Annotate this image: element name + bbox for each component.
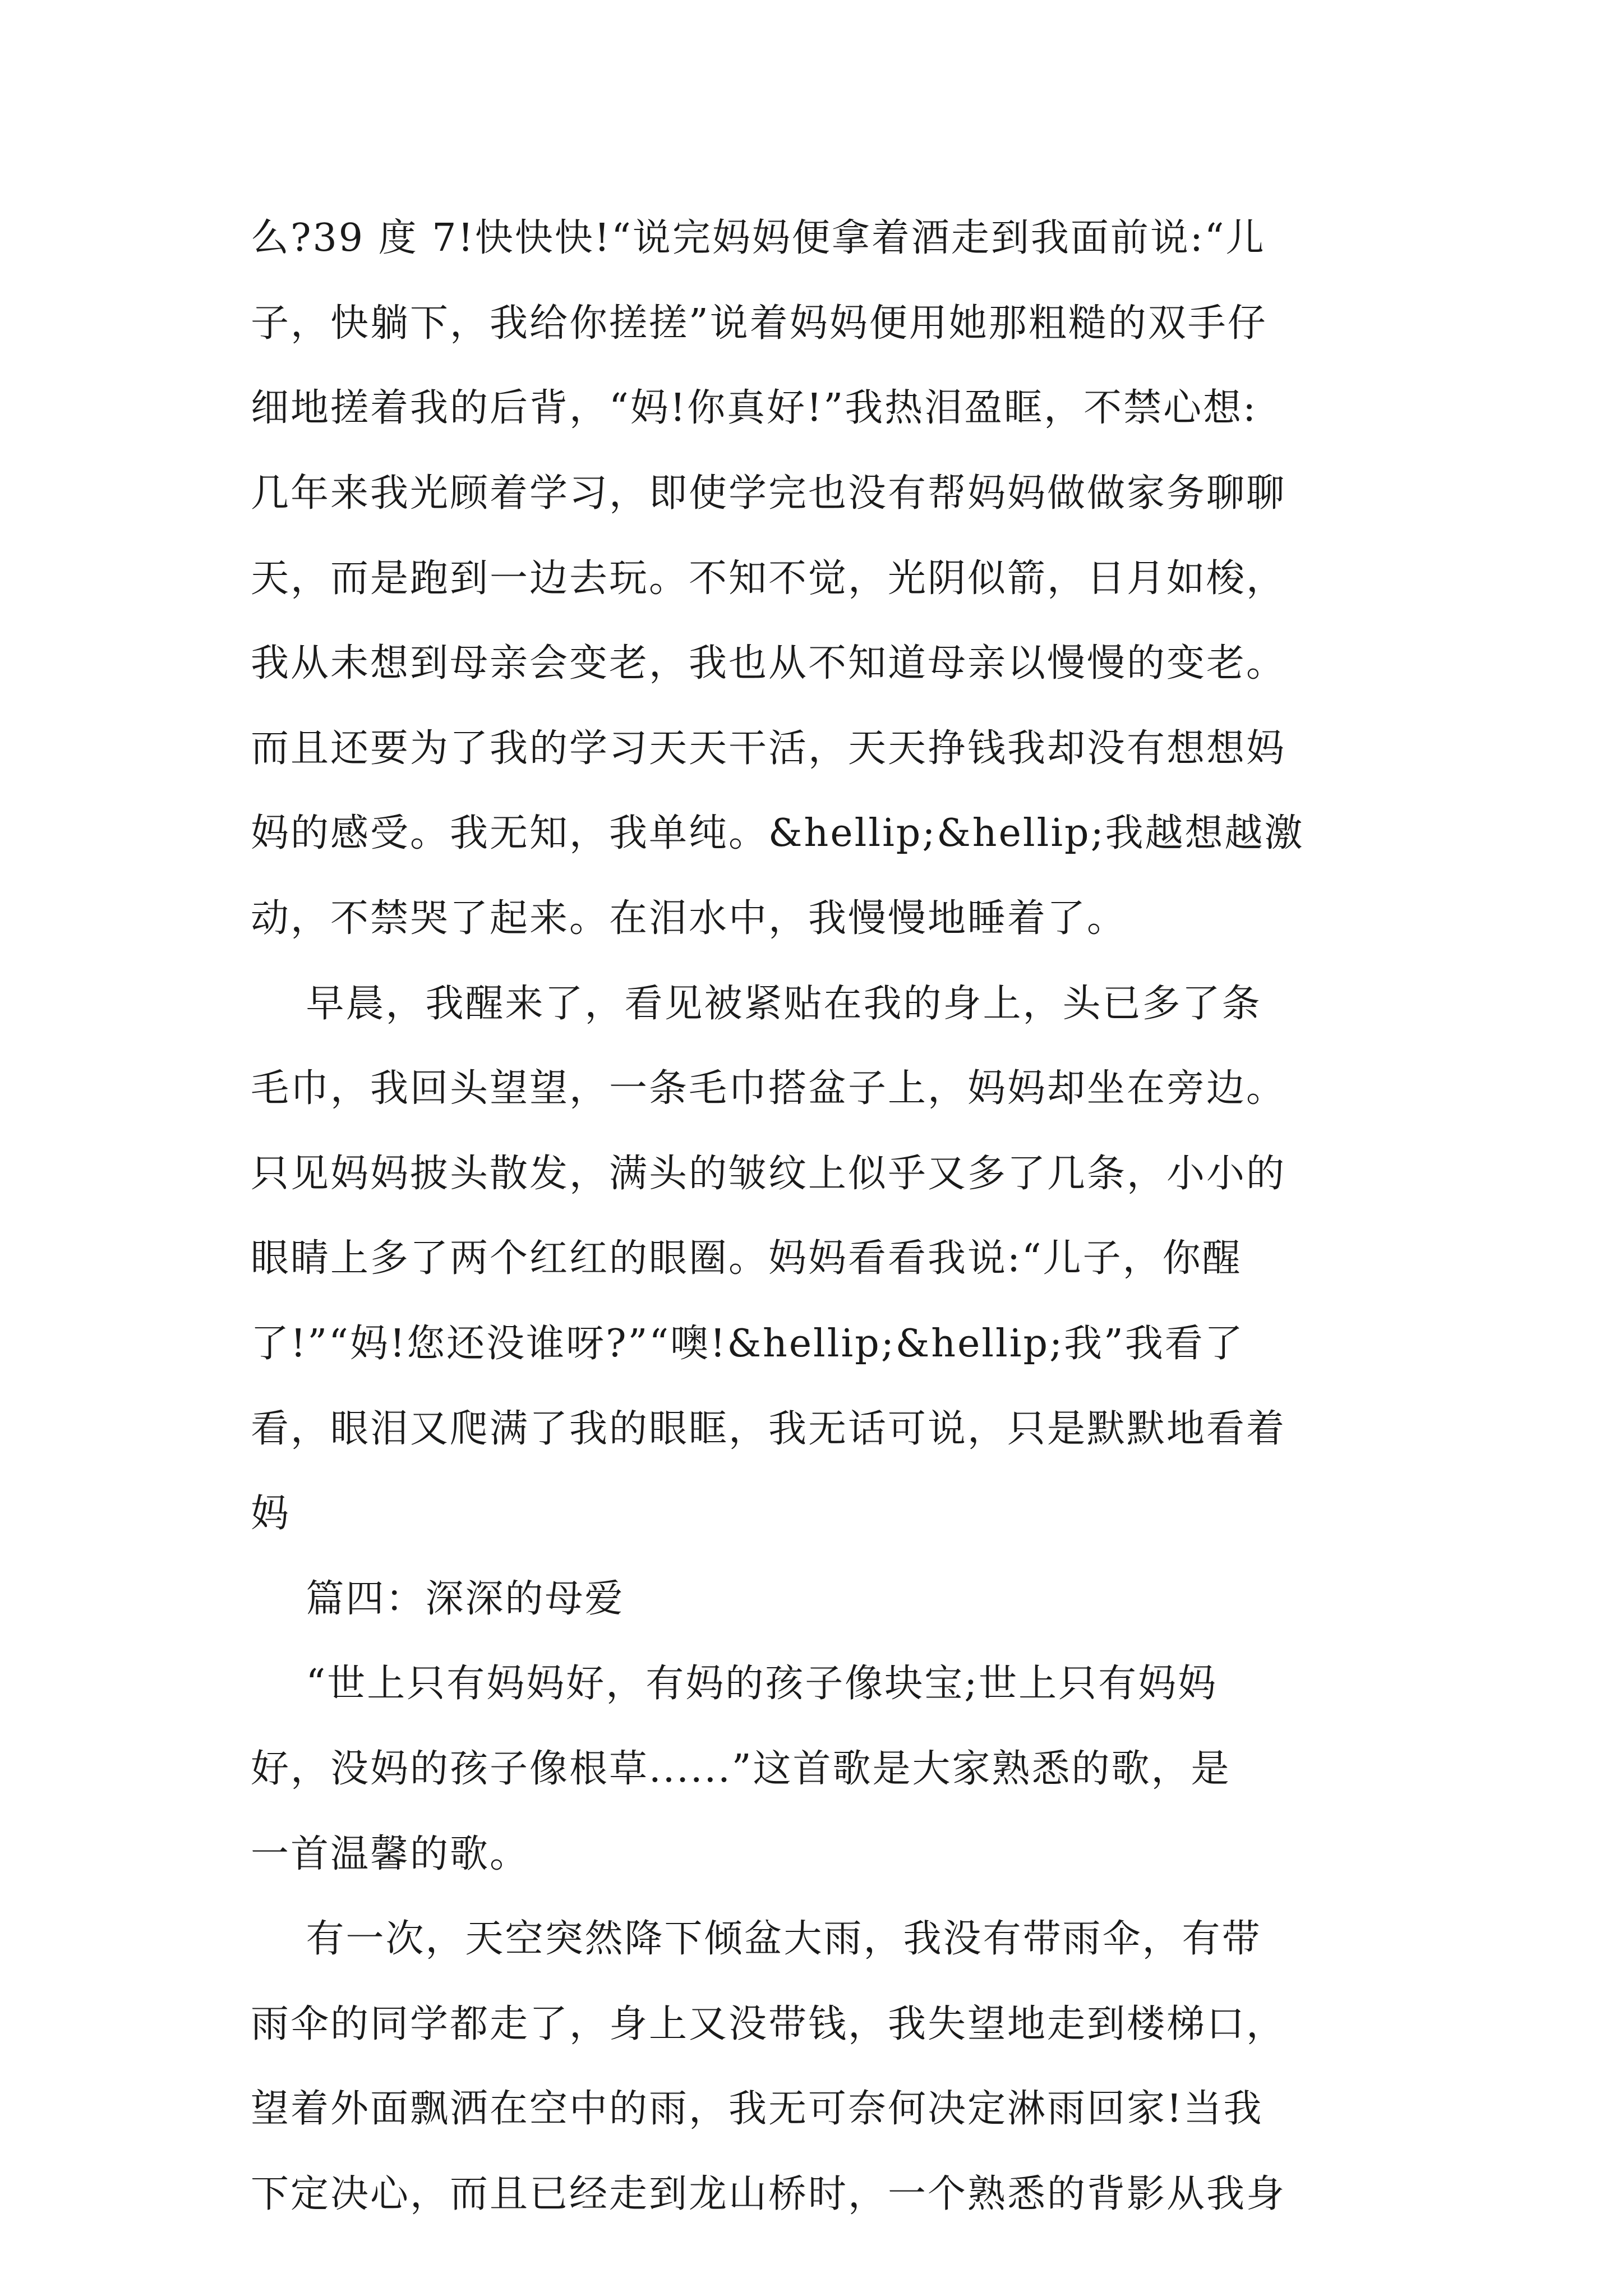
section-heading: 篇四：深深的母爱 bbox=[251, 1577, 625, 1621]
text-line: 望着外面飘洒在空中的雨，我无可奈何决定淋雨回家!当我 bbox=[251, 2087, 1264, 2131]
text-line: 妈的感受。我无知，我单纯。&hellip;&hellip;我越想越激 bbox=[251, 811, 1304, 855]
text-line: 毛巾，我回头望望，一条毛巾搭盆子上，妈妈却坐在旁边。 bbox=[251, 1066, 1287, 1111]
text-line: 动，不禁哭了起来。在泪水中，我慢慢地睡着了。 bbox=[251, 896, 1127, 941]
paragraph-start-line: 早晨，我醒来了，看见被紧贴在我的身上，头已多了条 bbox=[251, 982, 1262, 1026]
text-line: 好，没妈的孩子像根草......”这首歌是大家熟悉的歌，是 bbox=[251, 1747, 1231, 1791]
text-line: 了!”“妈!您还没谁呀?”“噢!&hellip;&hellip;我”我看了 bbox=[251, 1322, 1244, 1366]
text-line: 眼睛上多了两个红红的眼圈。妈妈看看我说:“儿子，你醒 bbox=[251, 1236, 1242, 1281]
text-line: 子，快躺下，我给你搓搓”说着妈妈便用她那粗糙的双手仔 bbox=[251, 301, 1267, 346]
text-line: 雨伞的同学都走了，身上又没带钱，我失望地走到楼梯口， bbox=[251, 2002, 1287, 2046]
paragraph-start-line: “世上只有妈妈好，有妈的孩子像块宝;世上只有妈妈 bbox=[251, 1662, 1218, 1706]
text-line: 么?39 度 7!快快快!“说完妈妈便拿着酒走到我面前说:“儿 bbox=[251, 216, 1266, 260]
text-line: 看，眼泪又爬满了我的眼眶，我无话可说，只是默默地看着 bbox=[251, 1407, 1287, 1451]
text-line: 下定决心，而且已经走到龙山桥时，一个熟悉的背影从我身 bbox=[251, 2172, 1287, 2216]
text-line: 一首温馨的歌。 bbox=[251, 1832, 530, 1876]
text-line: 我从未想到母亲会变老，我也从不知道母亲以慢慢的变老。 bbox=[251, 641, 1287, 685]
text-line: 细地搓着我的后背，“妈!你真好!”我热泪盈眶，不禁心想: bbox=[251, 386, 1258, 430]
text-line: 妈 bbox=[251, 1492, 291, 1536]
text-line: 只见妈妈披头散发，满头的皱纹上似乎又多了几条，小小的 bbox=[251, 1152, 1287, 1196]
text-line: 而且还要为了我的学习天天干活，天天挣钱我却没有想想妈 bbox=[251, 726, 1287, 771]
text-line: 几年来我光顾着学习，即使学完也没有帮妈妈做做家务聊聊 bbox=[251, 471, 1287, 516]
text-line: 天，而是跑到一边去玩。不知不觉，光阴似箭，日月如梭， bbox=[251, 556, 1287, 601]
paragraph-start-line: 有一次，天空突然降下倾盆大雨，我没有带雨伞，有带 bbox=[251, 1917, 1262, 1961]
